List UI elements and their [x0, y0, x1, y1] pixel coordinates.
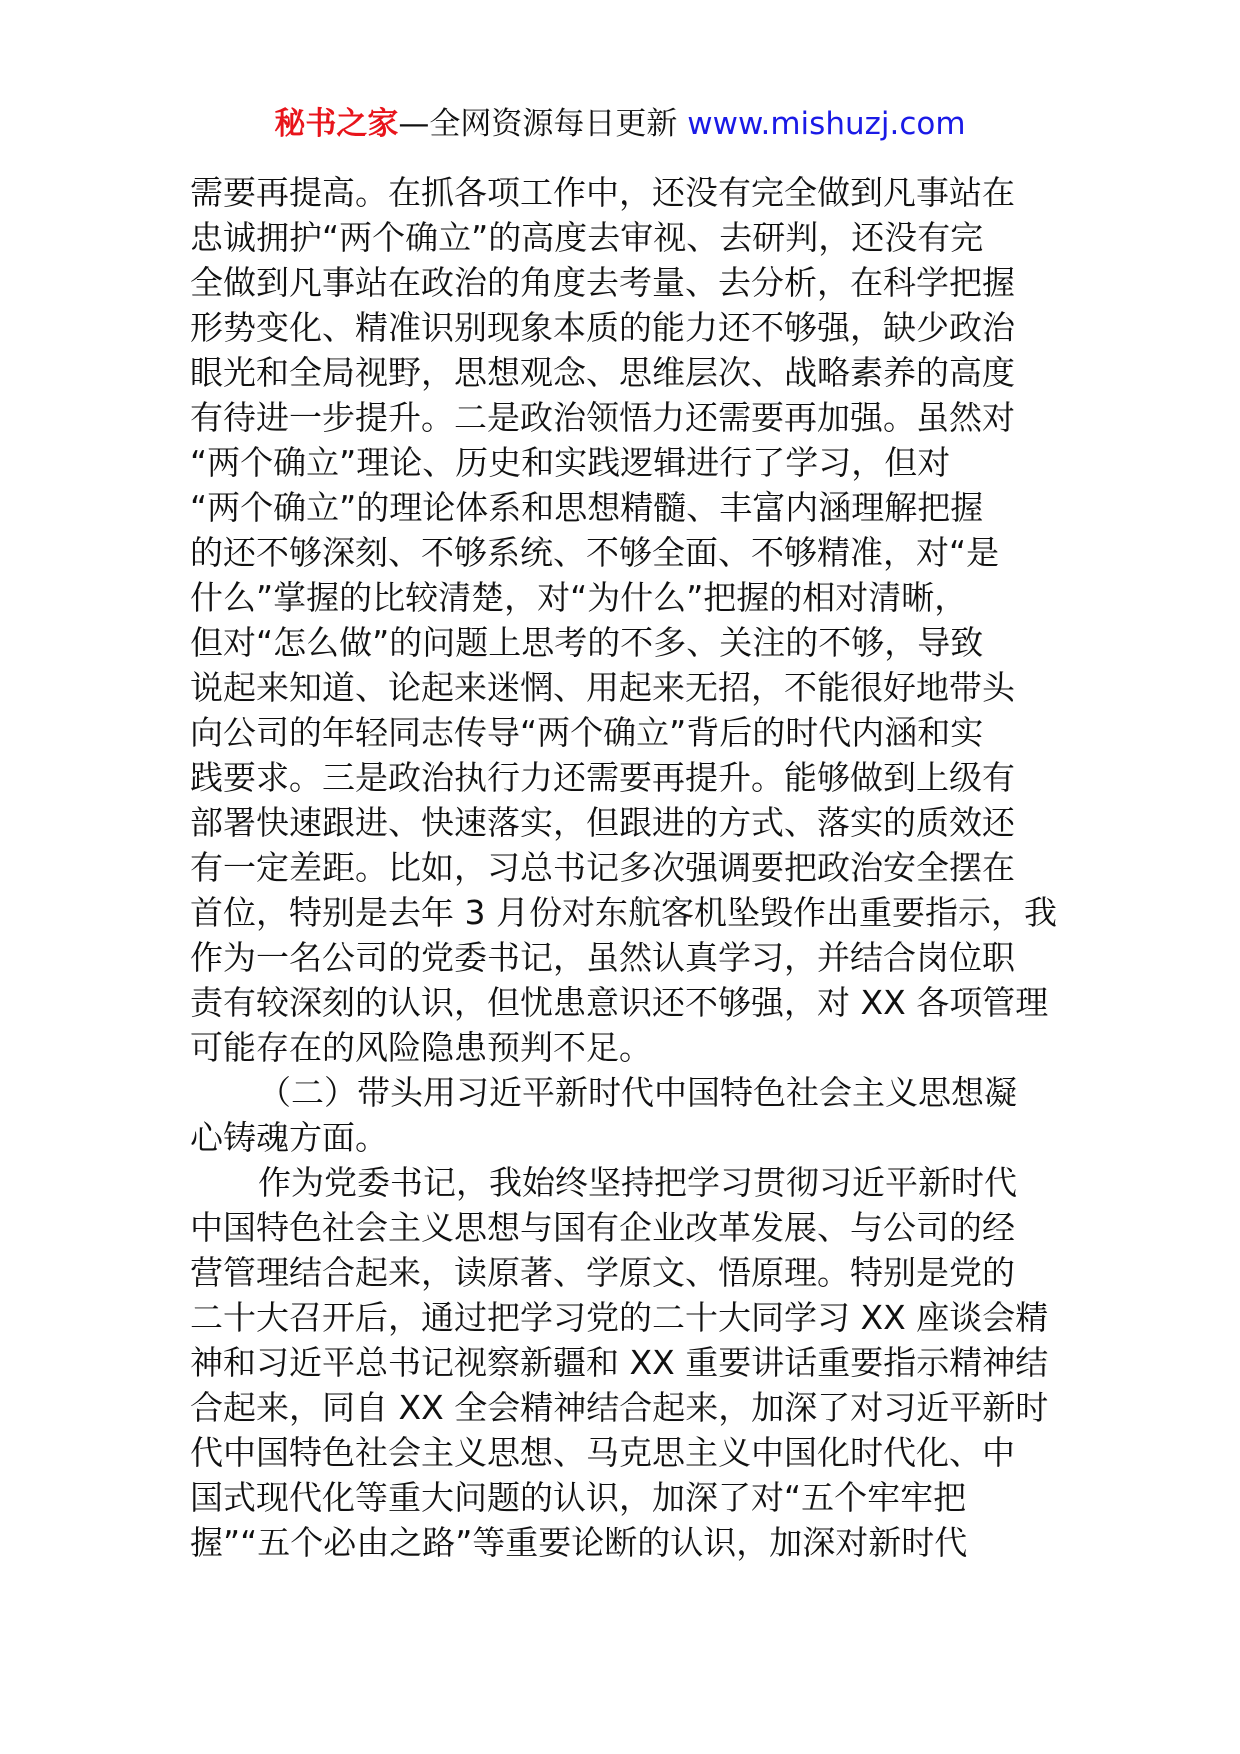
site-slogan: —全网资源每日更新	[398, 106, 688, 142]
text-line: 中国特色社会主义思想与国有企业改革发展、与公司的经	[190, 1208, 1015, 1247]
text-line: 什么”掌握的比较清楚，对“为什么”把握的相对清晰，	[190, 578, 968, 617]
text-line: 全做到凡事站在政治的角度去考量、去分析，在科学把握	[190, 263, 1015, 302]
paragraph-start: 作为党委书记，我始终坚持把学习贯彻习近平新时代	[258, 1163, 1017, 1202]
text-line: 的还不够深刻、不够系统、不够全面、不够精准，对“是	[190, 533, 1000, 572]
section-heading: （二）带头用习近平新时代中国特色社会主义思想凝	[258, 1073, 1017, 1112]
text-line: 责有较深刻的认识，但忧患意识还不够强，对 XX 各项管理	[190, 983, 1049, 1022]
site-brand: 秘书之家	[274, 106, 399, 142]
text-line: 有待进一步提升。二是政治领悟力还需要再加强。虽然对	[190, 398, 1015, 437]
text-line: 握”“五个必由之路”等重要论断的认识，加深对新时代	[190, 1523, 968, 1562]
text-line: 需要再提高。在抓各项工作中，还没有完全做到凡事站在	[190, 173, 1015, 212]
site-url-link[interactable]: www.mishuzj.com	[687, 106, 966, 142]
text-line: 践要求。三是政治执行力还需要再提升。能够做到上级有	[190, 758, 1015, 797]
text-line: 营管理结合起来，读原著、学原文、悟原理。特别是党的	[190, 1253, 1015, 1292]
text-line: 向公司的年轻同志传导“两个确立”背后的时代内涵和实	[190, 713, 984, 752]
text-line: 二十大召开后，通过把学习党的二十大同学习 XX 座谈会精	[190, 1298, 1049, 1337]
section-heading-cont: 心铸魂方面。	[190, 1118, 388, 1157]
text-line: 但对“怎么做”的问题上思考的不多、关注的不够，导致	[190, 623, 984, 662]
text-line: 有一定差距。比如，习总书记多次强调要把政治安全摆在	[190, 848, 1015, 887]
text-line: 合起来，同自 XX 全会精神结合起来，加深了对习近平新时	[190, 1388, 1049, 1427]
text-line: 可能存在的风险隐患预判不足。	[190, 1028, 652, 1067]
text-line: 作为一名公司的党委书记，虽然认真学习，并结合岗位职	[190, 938, 1015, 977]
text-line: 首位，特别是去年 3 月份对东航客机坠毁作出重要指示，我	[190, 893, 1057, 932]
text-line: 说起来知道、论起来迷惘、用起来无招，不能很好地带头	[190, 668, 1015, 707]
text-line: “两个确立”的理论体系和思想精髓、丰富内涵理解把握	[190, 488, 984, 527]
text-line: 代中国特色社会主义思想、马克思主义中国化时代化、中	[190, 1433, 1015, 1472]
text-line: 眼光和全局视野，思想观念、思维层次、战略素养的高度	[190, 353, 1015, 392]
text-line: 部署快速跟进、快速落实，但跟进的方式、落实的质效还	[190, 803, 1015, 842]
document-body	[190, 170, 1070, 1565]
site-header	[0, 102, 1240, 146]
text-line: “两个确立”理论、历史和实践逻辑进行了学习，但对	[190, 443, 951, 482]
text-line: 形势变化、精准识别现象本质的能力还不够强，缺少政治	[190, 308, 1015, 347]
text-line: 忠诚拥护“两个确立”的高度去审视、去研判，还没有完	[190, 218, 984, 257]
text-line: 国式现代化等重大问题的认识，加深了对“五个牢牢把	[190, 1478, 967, 1517]
text-line: 神和习近平总书记视察新疆和 XX 重要讲话重要指示精神结	[190, 1343, 1049, 1382]
